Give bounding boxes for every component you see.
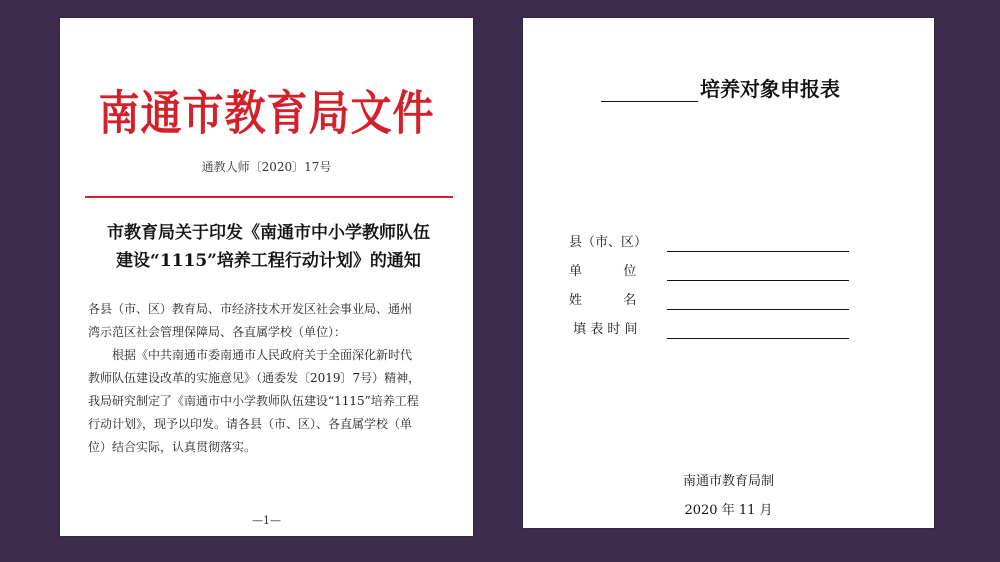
- field-blank-line: [667, 322, 849, 339]
- notice-title-line: 建设“1115”培养工程行动计划》的通知: [116, 251, 421, 271]
- document-header: 南通市教育局文件: [98, 85, 435, 142]
- notice-body: [88, 298, 459, 459]
- field-label: 填 表 时 间: [569, 322, 638, 337]
- body-line: 各县（市、区）教育局、市经济技术开发区社会事业局、通州: [88, 302, 413, 316]
- field-row-unit: [569, 259, 849, 281]
- document-number: 通教人师〔2020〕17号: [201, 160, 332, 174]
- field-row-fill-date: [569, 317, 849, 339]
- body-line: 我局研究制定了《南通市中小学教师队伍建设“1115”培养工程: [88, 394, 419, 408]
- field-blank-line: [667, 235, 849, 252]
- red-divider: [85, 196, 453, 198]
- application-form-cover: [523, 18, 934, 528]
- body-line: 根据《中共南通市委南通市人民政府关于全面深化新时代: [112, 348, 413, 362]
- field-label: 姓 名: [569, 293, 637, 308]
- body-line: 行动计划》，现予以印发。请各县（市、区）、各直属学校（单: [88, 417, 413, 431]
- body-line: 教师队伍建设改革的实施意见》（通委发〔2019〕7号）精神，: [88, 371, 421, 385]
- form-title-text: 培养对象申报表: [700, 77, 840, 101]
- title-blank-line: [601, 77, 698, 102]
- body-line: 湾示范区社会管理保障局、各直属学校（单位）：: [88, 325, 347, 339]
- field-blank-line: [667, 293, 849, 310]
- field-row-name: [569, 288, 849, 310]
- form-title: [601, 73, 924, 102]
- field-label: 单 位: [569, 264, 637, 279]
- body-line: 位）结合实际，认真贯彻落实。: [88, 440, 257, 454]
- notice-title: [80, 219, 457, 275]
- notice-document-page: [60, 18, 473, 536]
- issue-date: 2020 年 11 月: [684, 503, 773, 518]
- field-label: 县（市、区）: [569, 235, 648, 250]
- field-row-county: [569, 230, 849, 252]
- notice-title-line: 市教育局关于印发《南通市中小学教师队伍: [107, 223, 430, 243]
- issuer-text: 南通市教育局制: [682, 474, 774, 489]
- field-blank-line: [667, 264, 849, 281]
- page-number: —1—: [252, 514, 281, 527]
